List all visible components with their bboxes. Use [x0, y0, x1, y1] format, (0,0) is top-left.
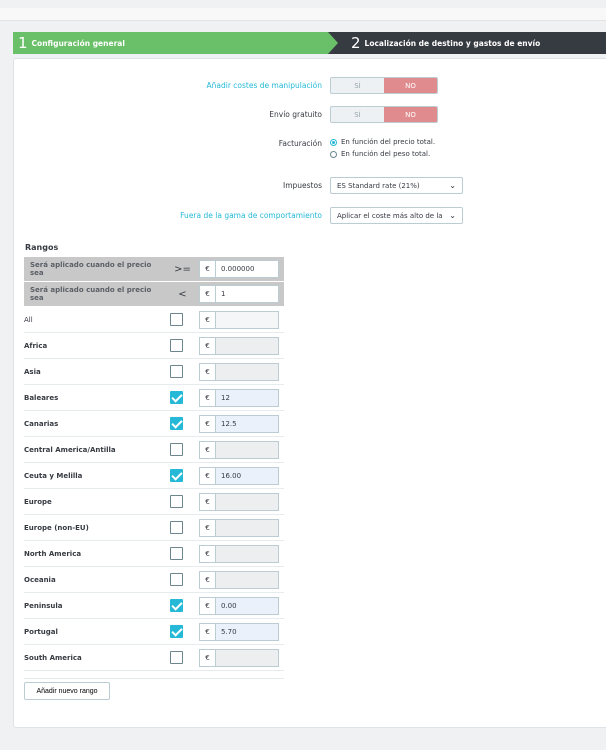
- zone-checkbox-cell: [166, 333, 199, 359]
- range-header-row: [24, 282, 284, 307]
- range-condition-label: Será aplicado cuando el precio sea: [24, 282, 166, 307]
- zone-row: [24, 593, 284, 619]
- range-header-row: [24, 257, 284, 282]
- zone-price-value[interactable]: [216, 650, 278, 666]
- billing-option-label: En función del peso total.: [341, 150, 431, 158]
- zone-price-input[interactable]: [199, 571, 279, 589]
- currency-symbol: €: [200, 494, 216, 510]
- zone-price-value[interactable]: [216, 520, 278, 536]
- zone-row: [24, 307, 284, 333]
- wizard-steps: [13, 32, 606, 54]
- zone-price-cell: [199, 567, 284, 593]
- zone-checkbox-checked[interactable]: [170, 599, 183, 612]
- zone-price-cell: [199, 463, 284, 489]
- zone-price-input[interactable]: [199, 415, 279, 433]
- out-of-range-select[interactable]: [330, 207, 463, 224]
- zone-price-value[interactable]: [216, 364, 278, 380]
- zone-price-value[interactable]: 0.00: [216, 598, 278, 614]
- zone-checkbox-cell: [166, 645, 199, 671]
- free-shipping-label: Envío gratuito: [269, 110, 322, 119]
- table-divider: [24, 678, 284, 679]
- zone-price-value[interactable]: [216, 572, 278, 588]
- step-label: Configuración general: [31, 38, 125, 48]
- zone-checkbox-cell: [166, 463, 199, 489]
- ranges-title: Rangos: [25, 243, 59, 252]
- out-of-range-label: Fuera de la gama de comportamiento: [180, 211, 322, 220]
- zone-name: Africa: [24, 333, 166, 359]
- zone-name: Canarias: [24, 411, 166, 437]
- step-destination-shipping[interactable]: [328, 32, 606, 54]
- zone-checkbox[interactable]: [170, 313, 183, 326]
- zone-row: [24, 333, 284, 359]
- zone-price-cell: [199, 385, 284, 411]
- zone-checkbox-cell: [166, 541, 199, 567]
- currency-symbol: €: [200, 468, 216, 484]
- zone-row: [24, 463, 284, 489]
- currency-symbol: €: [200, 416, 216, 432]
- toggle-yes[interactable]: SÍ: [331, 78, 384, 93]
- toggle-no[interactable]: NO: [384, 78, 437, 93]
- zone-price-cell: [199, 593, 284, 619]
- zone-checkbox-cell: [166, 619, 199, 645]
- currency-symbol: €: [200, 338, 216, 354]
- zone-row: [24, 359, 284, 385]
- zone-row: [24, 489, 284, 515]
- tax-label: Impuestos: [283, 181, 322, 190]
- radio-empty-icon[interactable]: [330, 151, 337, 158]
- currency-symbol: €: [200, 546, 216, 562]
- zone-checkbox[interactable]: [170, 651, 183, 664]
- ranges-table: [24, 257, 284, 671]
- handling-costs-toggle[interactable]: [330, 77, 438, 94]
- top-strip: [0, 0, 606, 8]
- zone-name: Portugal: [24, 619, 166, 645]
- zone-checkbox[interactable]: [170, 573, 183, 586]
- zone-row: [24, 567, 284, 593]
- zone-name: Asia: [24, 359, 166, 385]
- chevron-down-icon: ⌄: [449, 211, 456, 220]
- zone-price-input[interactable]: [199, 467, 279, 485]
- zone-row: [24, 515, 284, 541]
- zone-checkbox[interactable]: [170, 495, 183, 508]
- zone-price-cell: [199, 437, 284, 463]
- currency-symbol: €: [200, 312, 216, 328]
- zone-checkbox[interactable]: [170, 547, 183, 560]
- handling-costs-label: Añadir costes de manipulación: [206, 81, 322, 90]
- zone-price-input[interactable]: [199, 389, 279, 407]
- billing-option-label: En función del precio total.: [341, 138, 436, 146]
- zone-price-input[interactable]: [199, 363, 279, 381]
- zone-row: [24, 437, 284, 463]
- range-operator: <: [166, 282, 199, 307]
- currency-symbol: €: [200, 390, 216, 406]
- zone-price-cell: [199, 359, 284, 385]
- zone-checkbox-cell: [166, 411, 199, 437]
- range-condition-label: Será aplicado cuando el precio sea: [24, 257, 166, 282]
- zone-price-input[interactable]: [199, 519, 279, 537]
- zone-checkbox-cell: [166, 489, 199, 515]
- billing-row: [0, 138, 435, 158]
- tax-select[interactable]: [330, 177, 463, 194]
- zone-price-input[interactable]: [199, 337, 279, 355]
- zone-name: All: [24, 307, 166, 333]
- zone-name: Ceuta y Melilla: [24, 463, 166, 489]
- zone-name: Central America/Antilla: [24, 437, 166, 463]
- add-range-button[interactable]: Añadir nuevo rango: [24, 682, 110, 700]
- zone-checkbox-cell: [166, 515, 199, 541]
- zone-price-value[interactable]: 5.70: [216, 624, 278, 640]
- zone-price-value[interactable]: 16.00: [216, 468, 278, 484]
- zone-checkbox[interactable]: [170, 339, 183, 352]
- zone-price-value[interactable]: [216, 338, 278, 354]
- zone-price-cell: [199, 619, 284, 645]
- zone-price-cell: [199, 645, 284, 671]
- billing-option-weight[interactable]: [330, 150, 435, 158]
- zone-checkbox-cell: [166, 359, 199, 385]
- range-to-value[interactable]: 1: [216, 286, 278, 302]
- radio-selected-icon[interactable]: [330, 139, 337, 146]
- currency-symbol: €: [200, 598, 216, 614]
- zone-name: South America: [24, 645, 166, 671]
- zone-price-input[interactable]: [199, 597, 279, 615]
- out-of-range-row: [0, 207, 463, 224]
- currency-symbol: €: [200, 520, 216, 536]
- zone-checkbox-cell: [166, 385, 199, 411]
- zone-price-input[interactable]: [199, 545, 279, 563]
- currency-symbol: €: [200, 286, 216, 302]
- step-number: 2: [351, 34, 361, 52]
- zone-checkbox[interactable]: [170, 443, 183, 456]
- billing-option-price[interactable]: [330, 138, 435, 146]
- zone-price-value[interactable]: [216, 494, 278, 510]
- range-from-input[interactable]: [199, 260, 279, 278]
- zone-price-value[interactable]: [216, 442, 278, 458]
- zone-name: Europe (non-EU): [24, 515, 166, 541]
- zone-price-input[interactable]: [199, 311, 279, 329]
- billing-radio-group: [330, 138, 435, 158]
- zone-checkbox-checked[interactable]: [170, 625, 183, 638]
- zone-price-input[interactable]: [199, 441, 279, 459]
- range-to-input[interactable]: [199, 285, 279, 303]
- top-bar: [0, 8, 606, 21]
- zone-price-cell: [199, 541, 284, 567]
- chevron-down-icon: ⌄: [449, 181, 456, 190]
- zone-price-value[interactable]: [216, 312, 278, 328]
- zone-price-cell: [199, 411, 284, 437]
- zone-name: Peninsula: [24, 593, 166, 619]
- currency-symbol: €: [200, 364, 216, 380]
- zone-row: [24, 385, 284, 411]
- zone-row: [24, 645, 284, 671]
- zone-checkbox-cell: [166, 593, 199, 619]
- zone-price-cell: [199, 515, 284, 541]
- zone-name: Oceania: [24, 567, 166, 593]
- zone-price-input[interactable]: [199, 623, 279, 641]
- zone-name: North America: [24, 541, 166, 567]
- zone-checkbox-checked[interactable]: [170, 469, 183, 482]
- range-operator: >=: [166, 257, 199, 282]
- currency-symbol: €: [200, 572, 216, 588]
- zone-checkbox-checked[interactable]: [170, 417, 183, 430]
- step-number: 1: [18, 34, 28, 52]
- step-label: Localización de destino y gastos de envío: [364, 38, 541, 48]
- zone-row: [24, 411, 284, 437]
- zone-name: Baleares: [24, 385, 166, 411]
- range-from-value[interactable]: 0.000000: [216, 261, 278, 277]
- zone-name: Europe: [24, 489, 166, 515]
- zone-checkbox-cell: [166, 567, 199, 593]
- currency-symbol: €: [200, 442, 216, 458]
- currency-symbol: €: [200, 650, 216, 666]
- tax-select-value: ES Standard rate (21%): [337, 181, 420, 190]
- currency-symbol: €: [200, 624, 216, 640]
- toggle-yes[interactable]: SÍ: [331, 107, 384, 122]
- zone-checkbox[interactable]: [170, 521, 183, 534]
- zone-price-cell: [199, 489, 284, 515]
- zone-price-input[interactable]: [199, 493, 279, 511]
- zone-row: [24, 619, 284, 645]
- zone-checkbox-checked[interactable]: [170, 391, 183, 404]
- free-shipping-row: [0, 106, 438, 123]
- handling-costs-row: [0, 77, 438, 94]
- zone-checkbox-cell: [166, 307, 199, 333]
- zone-price-cell: [199, 307, 284, 333]
- billing-label: Facturación: [278, 139, 322, 148]
- zone-price-value[interactable]: [216, 546, 278, 562]
- zone-price-value[interactable]: 12: [216, 390, 278, 406]
- tax-row: [0, 177, 463, 194]
- zone-checkbox[interactable]: [170, 365, 183, 378]
- zone-price-input[interactable]: [199, 649, 279, 667]
- zone-price-value[interactable]: 12.5: [216, 416, 278, 432]
- toggle-no[interactable]: NO: [384, 107, 437, 122]
- zone-price-cell: [199, 333, 284, 359]
- free-shipping-toggle[interactable]: [330, 106, 438, 123]
- zone-row: [24, 541, 284, 567]
- out-of-range-select-value: Aplicar el coste más alto de la: [337, 211, 443, 220]
- step-general-config[interactable]: [13, 32, 328, 54]
- currency-symbol: €: [200, 261, 216, 277]
- zone-checkbox-cell: [166, 437, 199, 463]
